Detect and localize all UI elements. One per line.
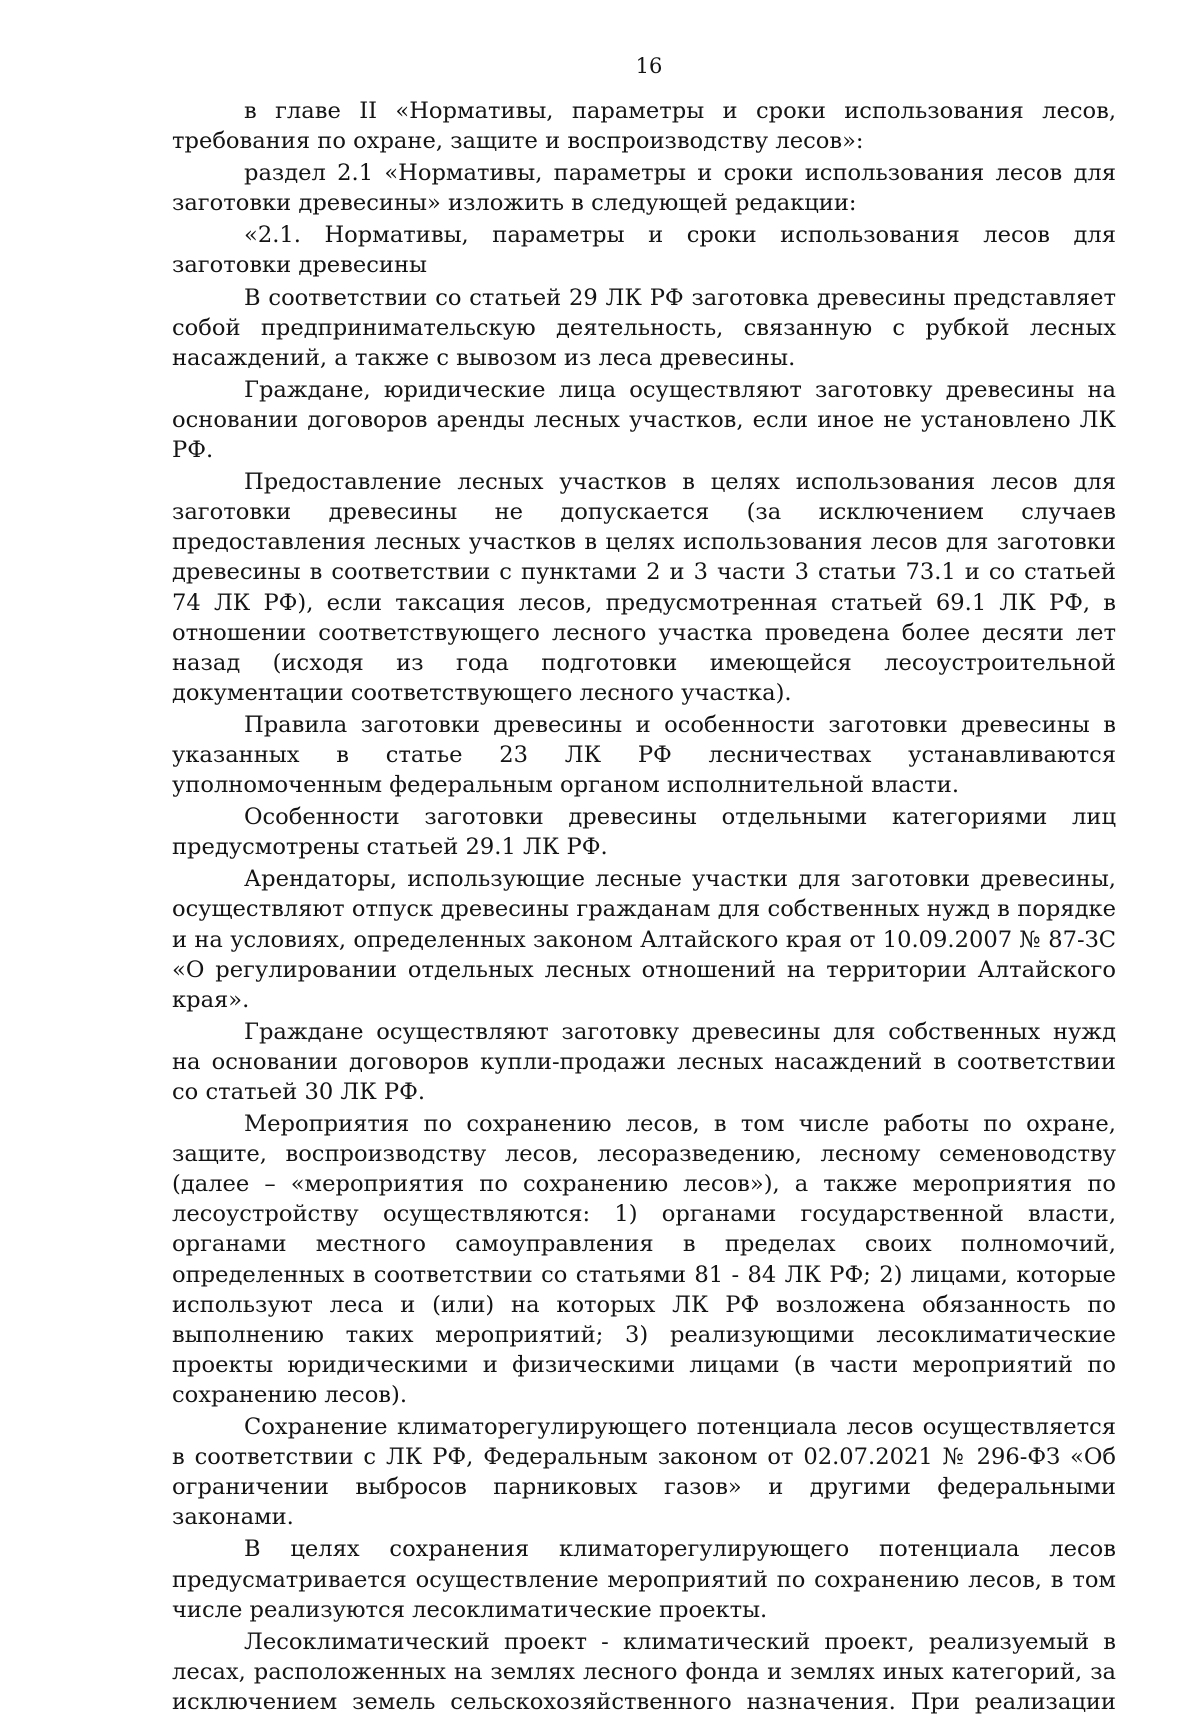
paragraph: Граждане, юридические лица осуществляют заготовку древесины на основании договоров аренды лесных участков, если иное не установлено ЛК РФ. xyxy=(172,376,1116,464)
paragraph: Мероприятия по сохранению лесов, в том числе работы по охране, защите, воспроизводству лесов, лесоразведению, лесному семеноводству (далее – «мероприятия по сохранению лесов»), а также мероприятия по лесоустройству осуществляются: 1) органами государственной власти, органами местного самоуправления в пределах своих полномочий, определенных в соответствии со статьями 81 - 84 ЛК РФ; 2) лицами, которые используют леса и (или) на которых ЛК РФ возложена обязанность по выполнению таких мероприятий; 3) реализующими лесоклиматические проекты юридическими и физическими лицами (в части мероприятий по сохранению лесов). xyxy=(172,1111,1116,1408)
paragraph: в главе II «Нормативы, параметры и сроки использования лесов, требования по охране, защите и воспроизводству лесов»: xyxy=(172,98,1116,155)
paragraph: В целях сохранения климаторегулирующего потенциала лесов предусматривается осуществление мероприятий по сохранению лесов, в том числе реализуются лесоклиматические проекты. xyxy=(172,1536,1116,1623)
paragraph: Лесоклиматический проект - климатический проект, реализуемый в лесах, расположенных на землях лесного фонда и землях иных категорий, за исключением земель сельскохозяйственного назначения. При реализации xyxy=(172,1628,1116,1715)
paragraph: «2.1. Нормативы, параметры и сроки использования лесов для заготовки древесины xyxy=(172,222,1116,279)
page-number: 16 xyxy=(635,54,663,78)
paragraph: Сохранение климаторегулирующего потенциала лесов осуществляется в соответствии с ЛК РФ, Федеральным законом от 02.07.2021 № 296-ФЗ «Об ограничении выбросов парниковых газов» и другими федеральными законами. xyxy=(172,1414,1116,1531)
paragraph: В соответствии со статьей 29 ЛК РФ заготовка древесины представляет собой предпринимательскую деятельность, связанную с рубкой лесных насаждений, а также с вывозом из леса древесины. xyxy=(172,284,1116,371)
paragraph: Арендаторы, использующие лесные участки для заготовки древесины, осуществляют отпуск древесины гражданам для собственных нужд в порядке и на условиях, определенных законом Алтайского края от 10.09.2007 № 87-ЗС «О регулировании отдельных лесных отношений на территории Алтайского края». xyxy=(172,866,1116,1013)
paragraph: Особенности заготовки древесины отдельными категориями лиц предусмотрены статьей 29.1 ЛК РФ. xyxy=(172,804,1116,861)
paragraph: Граждане осуществляют заготовку древесины для собственных нужд на основании договоров купли-продажи лесных насаждений в соответствии со статьей 30 ЛК РФ. xyxy=(172,1018,1116,1105)
paragraph: раздел 2.1 «Нормативы, параметры и сроки использования лесов для заготовки древесины» изложить в следующей редакции: xyxy=(172,160,1116,217)
document-body xyxy=(172,96,1116,1717)
paragraph: Правила заготовки древесины и особенности заготовки древесины в указанных в статье 23 ЛК РФ лесничествах устанавливаются уполномоченным федеральным органом исполнительной власти. xyxy=(172,711,1116,799)
paragraph: Предоставление лесных участков в целях использования лесов для заготовки древесины не допускается (за исключением случаев предоставления лесных участков в целях использования лесов для заготовки древесины в соответствии с пунктами 2 и 3 части 3 статьи 73.1 и со статьей 74 ЛК РФ), если таксация лесов, предусмотренная статьей 69.1 ЛК РФ, в отношении соответствующего лесного участка проведена более десяти лет назад (исходя из года подготовки имеющейся лесоустроительной документации соответствующего лесного участка). xyxy=(172,469,1116,706)
